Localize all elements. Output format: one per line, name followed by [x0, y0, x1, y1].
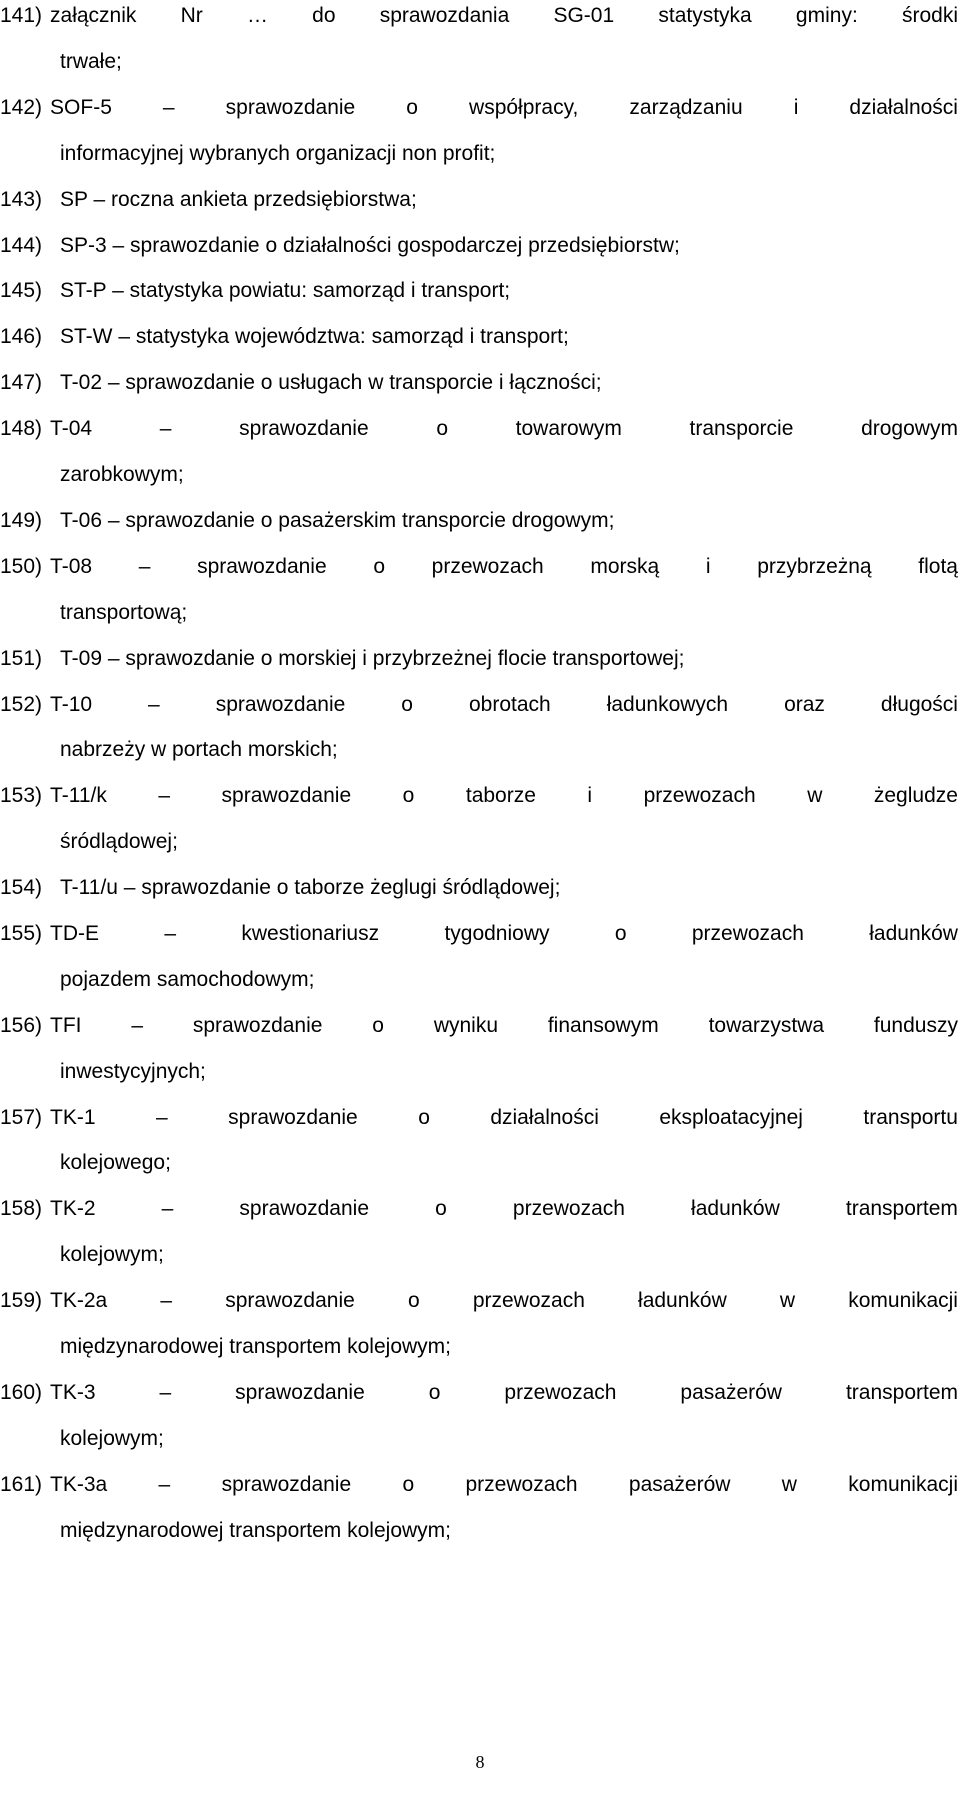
- list-item-first-line: [0, 911, 958, 957]
- list-item-number: 147): [0, 371, 43, 395]
- list-item-continuation: trwałe;: [60, 49, 122, 73]
- list-item-number: 142): [0, 95, 43, 119]
- list-item-number: 160): [0, 1381, 43, 1404]
- list-item-text: T-10 – sprawozdanie o obrotach ładunkowych oraz długości: [50, 692, 958, 716]
- list-item-number: 143): [0, 187, 43, 211]
- list-item-text: załącznik Nr … do sprawozdania SG-01 statystyka gminy: środki: [50, 4, 958, 27]
- list-item-number: 148): [0, 417, 43, 441]
- list-item-number: 158): [0, 1197, 43, 1221]
- list-item-number: 159): [0, 1289, 43, 1313]
- list-item-text: TK-2 – sprawozdanie o przewozach ładunków transportem: [50, 1197, 958, 1221]
- list-item-first-line: [0, 636, 960, 682]
- list-item-number: 156): [0, 1013, 43, 1037]
- list-item-continuation: kolejowego;: [60, 1151, 171, 1175]
- list-item-continuation: kolejowym;: [60, 1426, 164, 1450]
- list-item-text: TK-3a – sprawozdanie o przewozach pasażerów w komunikacji: [50, 1472, 958, 1496]
- list-item-number: 155): [0, 922, 43, 945]
- list-item-first-line: [0, 1003, 958, 1049]
- list-item-text: TFI – sprawozdanie o wyniku finansowym towarzystwa funduszy: [50, 1013, 958, 1037]
- list-item-text: T-11/u – sprawozdanie o taborze żeglugi śródlądowej;: [60, 876, 561, 900]
- list-item-number: 157): [0, 1105, 43, 1129]
- list-item-number: 161): [0, 1472, 43, 1496]
- list-item-number: 154): [0, 876, 43, 900]
- list-item-text: T-11/k – sprawozdanie o taborze i przewozach w żegludze: [50, 784, 958, 808]
- list-item-text: T-08 – sprawozdanie o przewozach morską i przybrzeżną flotą: [50, 554, 958, 578]
- list-item-number: 145): [0, 279, 43, 303]
- list-item-first-line: [0, 773, 958, 819]
- list-item-text: TD-E – kwestionariusz tygodniowy o przewozach ładunków: [50, 922, 958, 945]
- list-item-first-line: [0, 1278, 958, 1324]
- list-item-text: SP-3 – sprawozdanie o działalności gospodarczej przedsiębiorstw;: [60, 233, 680, 257]
- list-item-continuation: transportową;: [60, 600, 188, 624]
- list-item-first-line: [0, 498, 960, 544]
- list-item-text: SP – roczna ankieta przedsiębiorstwa;: [60, 187, 417, 211]
- list-item-number: 144): [0, 233, 43, 257]
- list-item-first-line: [0, 865, 960, 911]
- list-item-text: TK-3 – sprawozdanie o przewozach pasażerów transportem: [50, 1381, 958, 1404]
- list-item-text: ST-P – statystyka powiatu: samorząd i transport;: [60, 279, 511, 303]
- list-item-number: 152): [0, 692, 43, 716]
- list-item-first-line: [0, 682, 958, 728]
- list-item-number: 146): [0, 325, 43, 349]
- list-item-first-line: [0, 314, 960, 360]
- list-item-continuation: międzynarodowej transportem kolejowym;: [60, 1518, 451, 1542]
- list-item-text: T-04 – sprawozdanie o towarowym transporcie drogowym: [50, 417, 958, 441]
- list-item-first-line: [0, 544, 958, 590]
- list-item-first-line: [0, 1462, 958, 1508]
- list-item-text: TK-1 – sprawozdanie o działalności eksploatacyjnej transportu: [50, 1105, 958, 1129]
- list-item-text: T-06 – sprawozdanie o pasażerskim transporcie drogowym;: [60, 508, 615, 532]
- list-item-first-line: [0, 406, 958, 452]
- list-item-first-line: [0, 1186, 958, 1232]
- list-item-first-line: [0, 223, 960, 269]
- list-item-continuation: nabrzeży w portach morskich;: [60, 738, 338, 762]
- list-item-continuation: międzynarodowej transportem kolejowym;: [60, 1335, 451, 1359]
- list-item-continuation: zarobkowym;: [60, 462, 184, 486]
- list-item-continuation: kolejowym;: [60, 1243, 164, 1267]
- list-item-first-line: [0, 0, 958, 39]
- list-item-number: 141): [0, 4, 43, 27]
- list-item-continuation: informacyjnej wybranych organizacji non profit;: [60, 141, 496, 165]
- list-item-number: 153): [0, 784, 43, 808]
- page-number: 8: [475, 1752, 485, 1772]
- list-item-text: T-02 – sprawozdanie o usługach w transporcie i łączności;: [60, 371, 602, 395]
- list-item-number: 151): [0, 646, 43, 670]
- list-item-number: 150): [0, 554, 43, 578]
- list-item-first-line: [0, 1370, 958, 1416]
- list-item-continuation: śródlądowej;: [60, 830, 178, 854]
- list-item-first-line: [0, 85, 958, 131]
- list-item-first-line: [0, 1095, 958, 1141]
- list-item-text: SOF-5 – sprawozdanie o współpracy, zarządzaniu i działalności: [50, 95, 958, 119]
- list-item-text: T-09 – sprawozdanie o morskiej i przybrzeżnej flocie transportowej;: [60, 646, 685, 670]
- list-item-first-line: [0, 360, 960, 406]
- list-item-continuation: inwestycyjnych;: [60, 1059, 206, 1083]
- list-item-text: ST-W – statystyka województwa: samorząd i transport;: [60, 325, 569, 349]
- list-item-first-line: [0, 177, 960, 223]
- list-item-text: TK-2a – sprawozdanie o przewozach ładunków w komunikacji: [50, 1289, 958, 1313]
- list-item-first-line: [0, 268, 960, 314]
- list-item-number: 149): [0, 508, 43, 532]
- list-item-continuation: pojazdem samochodowym;: [60, 967, 315, 991]
